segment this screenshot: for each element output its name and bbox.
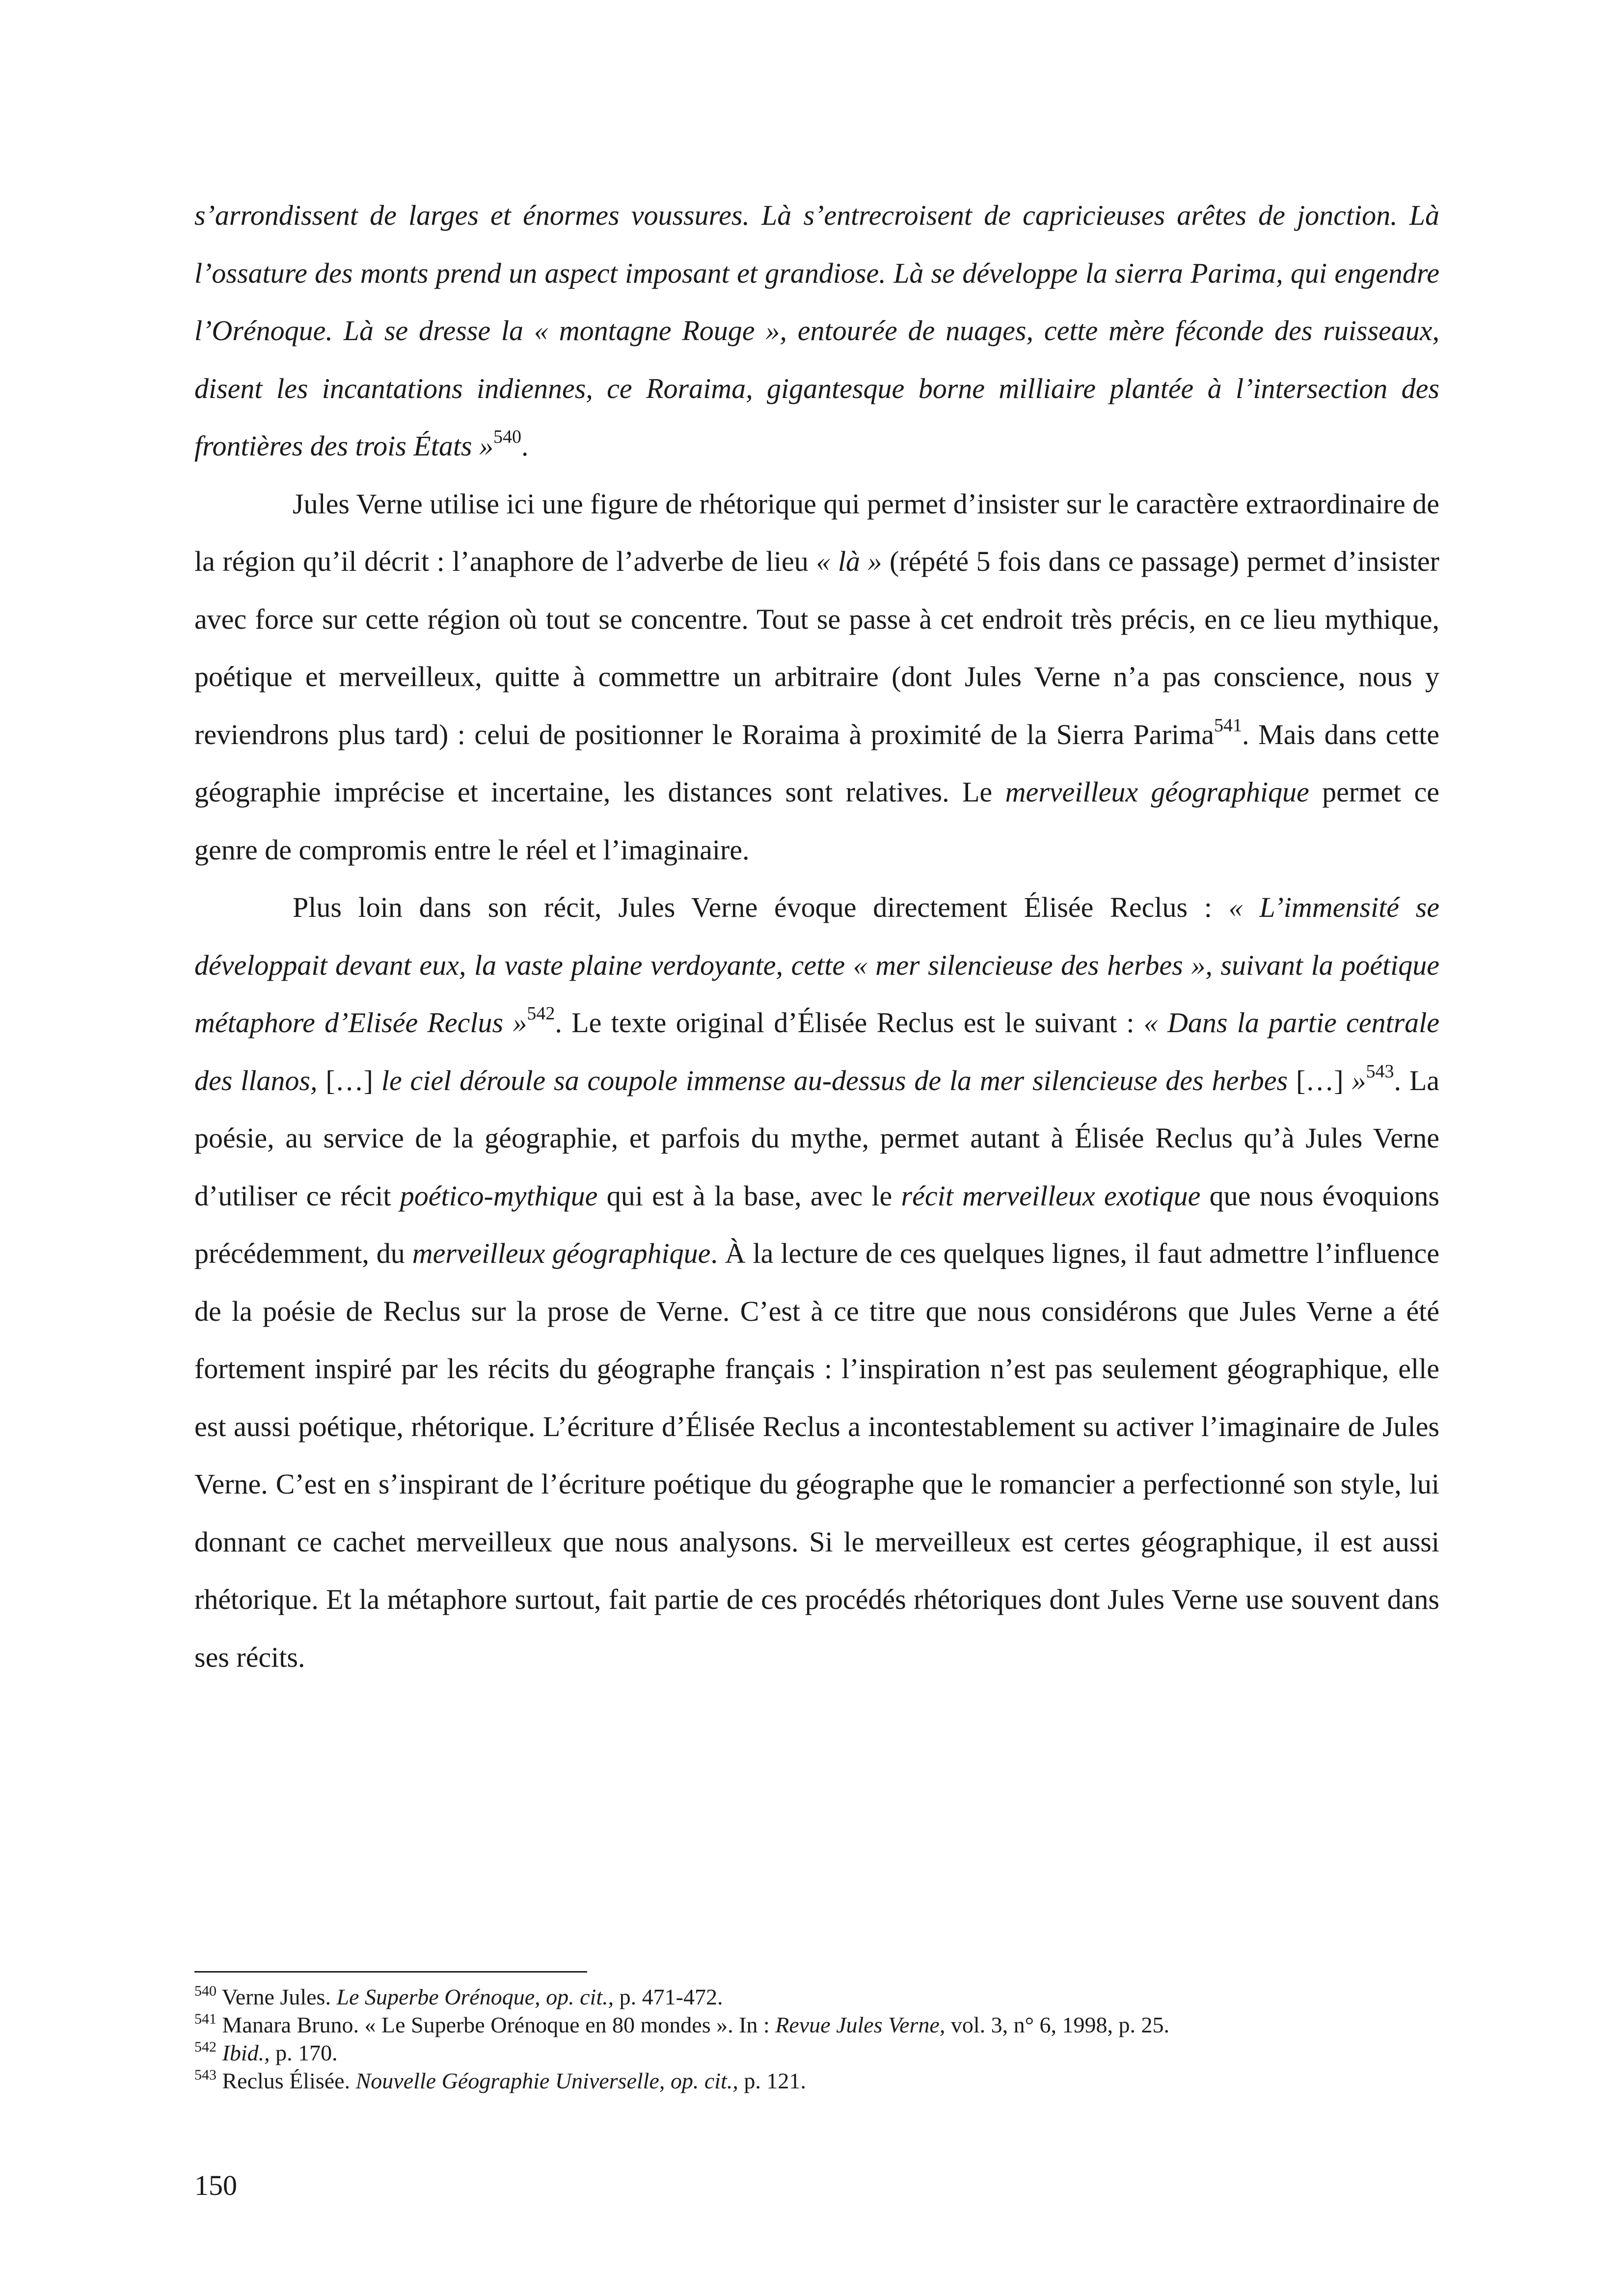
footnote-reference: 541: [1214, 715, 1242, 736]
italic-text: poético-mythique: [400, 1179, 598, 1212]
text-run: Plus loin dans son récit, Jules Verne évoque directement Élisée Reclus :: [293, 891, 1229, 923]
footnote-number: 543: [194, 2067, 216, 2083]
text-run: [216, 2040, 222, 2065]
footnote: [194, 2011, 1439, 2039]
text-run: […]: [1288, 1064, 1352, 1096]
italic-text: Nouvelle Géographie Universelle, op. cit.,: [355, 2068, 738, 2093]
footnotes: [194, 1983, 1439, 2095]
text-run: permet ce genre de compromis entre le réel et l’imaginaire.: [194, 776, 1440, 866]
text-run: (répété 5 fois dans ce passage) permet d’insister avec force sur cette région où tout se concentre. Tout se passe à cet endroit très précis, en ce lieu mythique, poétique et merveilleux, quitte à commettre un arbitraire (dont Jules Verne n’a pas conscience, nous y reviendrons plus tard) : celui de positionner le Roraima à proximité de la Sierra Parima: [194, 545, 1439, 750]
text-run: p. 170.: [270, 2040, 338, 2065]
footnote-reference: 540: [493, 427, 521, 447]
footnote: [194, 2067, 1439, 2095]
text-run: p. 471-472.: [614, 1984, 723, 2009]
paragraph: [194, 879, 1439, 1686]
text-run: Reclus Élisée.: [216, 2068, 356, 2093]
italic-text: s’arrondissent de larges et énormes voussures. Là s’entrecroisent de capricieuses arêtes de jonction. Là l’ossature des monts prend un aspect imposant et grandiose. Là se développe la sierra Parima, qui engendre l’Orénoque. Là se dresse la « montagne Rouge », entourée de nuages, cette mère féconde des ruisseaux, disent les incantations indiennes, ce Roraima, gigantesque borne milliaire plantée à l’intersection des frontières des trois États »: [194, 199, 1439, 462]
footnote-number: 541: [194, 2011, 216, 2027]
italic-text: merveilleux géographique: [1005, 776, 1309, 808]
page-number: 150: [194, 2169, 237, 2201]
text-run: p. 121.: [738, 2068, 806, 2093]
italic-text: Ibid.,: [222, 2040, 270, 2065]
paragraph: [194, 187, 1439, 475]
body-text: [194, 187, 1439, 1686]
text-run: Manara Bruno. « Le Superbe Orénoque en 80 mondes ». In :: [216, 2012, 776, 2037]
italic-text: « là »: [816, 545, 882, 577]
footnote: [194, 2039, 1439, 2067]
footnote-number: 542: [194, 2039, 216, 2055]
text-run: vol. 3, n° 6, 1998, p. 25.: [945, 2012, 1170, 2037]
text-run: . La poésie, au service de la géographie, et parfois du mythe, permet autant à Élisée Reclus qu’à Jules Verne d’utiliser ce récit: [194, 1064, 1440, 1212]
text-run: Jules Verne utilise ici une figure de rhétorique qui permet d’insister sur le caractère extraordinaire de la région qu’il décrit : l’anaphore de l’adverbe de lieu: [194, 487, 1439, 577]
text-run: . À la lecture de ces quelques lignes, il faut admettre l’influence de la poésie de Reclus sur la prose de Verne. C’est à ce titre que nous considérons que Jules Verne a été fortement inspiré par les récits du géographe français : l’inspiration n’est pas seulement géographique, elle est aussi poétique, rhétorique. L’écriture d’Élisée Reclus a incontestablement su activer l’imaginaire de Jules Verne. C’est en s’inspirant de l’écriture poétique du géographe que le romancier a perfectionné son style, lui donnant ce cachet merveilleux que nous analysons. Si le merveilleux est certes géographique, il est aussi rhétorique. Et la métaphore surtout, fait partie de ces procédés rhétoriques dont Jules Verne use souvent dans ses récits.: [194, 1237, 1439, 1673]
footnote-number: 540: [194, 1983, 216, 1999]
text-run: Verne Jules.: [216, 1984, 337, 2009]
italic-text: le ciel déroule sa coupole immense au-dessus de la mer silencieuse des herbes: [381, 1064, 1288, 1096]
italic-text: »: [1352, 1064, 1366, 1096]
italic-text: Le Superbe Orénoque, op. cit.,: [336, 1984, 614, 2009]
footnote: [194, 1983, 1439, 2011]
text-run: . Mais dans cette géographie imprécise et incertaine, les distances sont relatives. Le: [194, 718, 1439, 808]
text-run: .: [521, 430, 529, 462]
italic-text: « L’immensité se développait devant eux, la vaste plaine verdoyante, cette « mer silencieuse des herbes », suivant la poétique métaphore d’Elisée Reclus »: [194, 891, 1439, 1039]
italic-text: « Dans la partie centrale des llanos,: [194, 1007, 1439, 1096]
text-run: . Le texte original d’Élisée Reclus est le suivant :: [555, 1007, 1144, 1039]
text-run: […]: [317, 1064, 381, 1096]
footnote-reference: 542: [527, 1003, 555, 1024]
text-run: que nous évoquions précédemment, du: [194, 1179, 1440, 1269]
italic-text: récit merveilleux exotique: [901, 1179, 1201, 1212]
footnote-reference: 543: [1366, 1061, 1394, 1082]
text-run: qui est à la base, avec le: [597, 1179, 901, 1212]
footnote-separator: [194, 1971, 587, 1973]
italic-text: Revue Jules Verne,: [775, 2012, 946, 2037]
paragraph: [194, 475, 1439, 879]
italic-text: merveilleux géographique: [412, 1237, 711, 1269]
